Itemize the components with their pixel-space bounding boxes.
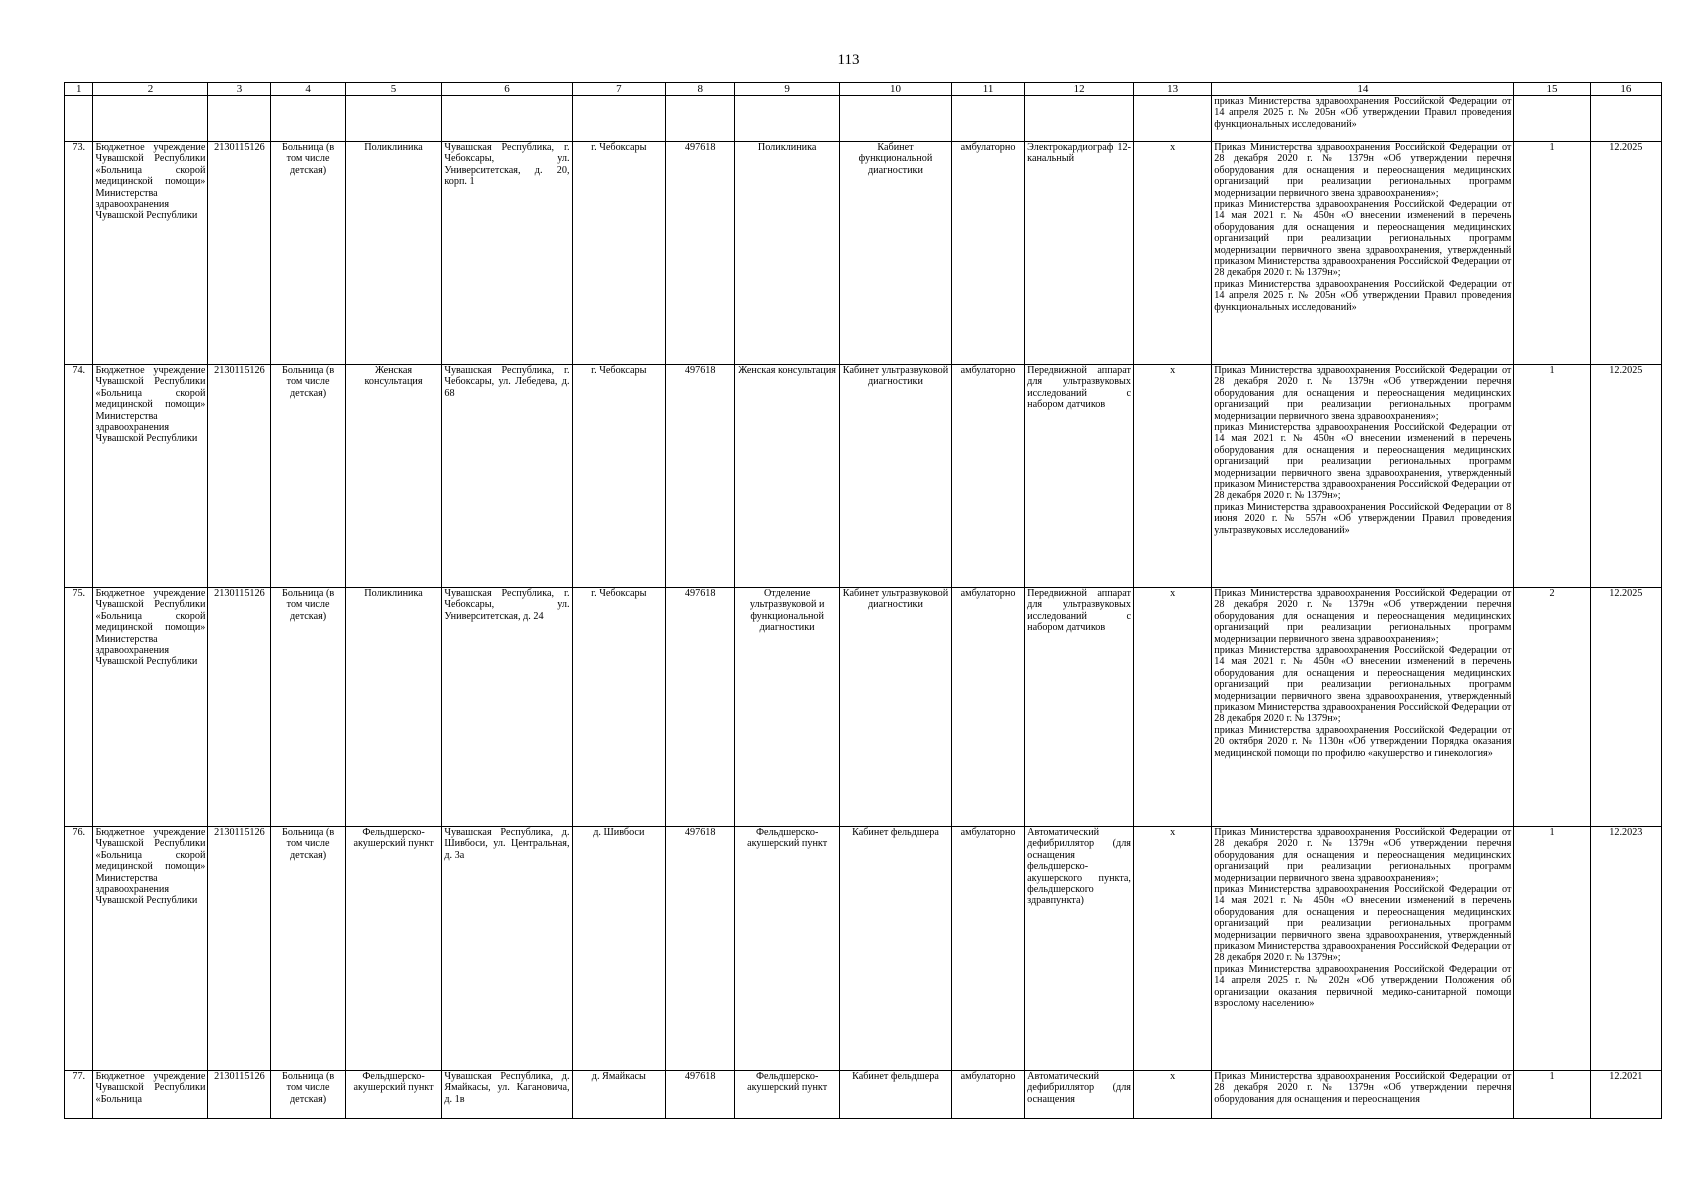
organization-name: Бюджетное учреждение Чувашской Республики «Больница [93,1071,208,1119]
settlement: г. Чебоксары [572,142,666,365]
regulation-paragraph: приказ Министерства здравоохранения Российской Федерации от 20 октября 2020 г. № 1130н «Об утверждении Порядка оказания медицинской помощи по профилю «акушерство и гинекология» [1214,724,1512,759]
regulation-paragraph: приказ Министерства здравоохранения Российской Федерации от 8 июня 2020 г. № 557н «Об утверждении Правил проведения ультразвуковых исследований» [1214,501,1512,536]
empty-cell [735,96,840,142]
empty-cell [208,96,271,142]
room: Кабинет фельдшера [840,827,952,1071]
quantity: 1 [1514,365,1590,588]
care-mode: амбулаторно [951,827,1024,1071]
settlement: д. Шивбоси [572,827,666,1071]
organization-name: Бюджетное учреждение Чувашской Республики «Больница скорой медицинской помощи» Министерства здравоохранения Чувашской Республики [93,365,208,588]
equipment-name: Передвижной аппарат для ультразвуковых исследований с набором датчиков [1025,588,1134,827]
row-number: 75. [65,588,93,827]
column-13-mark: х [1133,365,1211,588]
settlement: г. Чебоксары [572,588,666,827]
empty-cell [951,96,1024,142]
regulations [1212,588,1514,827]
structural-unit: Женская консультация [345,365,442,588]
address: Чувашская Республика, г. Чебоксары, ул. Университетская, д. 24 [442,588,572,827]
empty-cell [1514,96,1590,142]
row-number: 77. [65,1071,93,1119]
regulation-paragraph: приказ Министерства здравоохранения Российской Федерации от 14 мая 2021 г. № 450н «О внесении изменений в перечень оборудования для оснащения и переоснащения медицинских организаций при реализации региональных программ модернизации первичного звена здравоохранения, утвержденный приказом Министерства здравоохранения Российской Федерации от 28 декабря 2020 г. № 1379н»; [1214,645,1512,725]
department: Поликлиника [735,142,840,365]
empty-cell [1133,96,1211,142]
regulation-paragraph: приказ Министерства здравоохранения Российской Федерации от 14 апреля 2025 г. № 202н «Об утверждении Положения об организации оказания первичной медико-санитарной помощи взрослому населению» [1214,963,1512,1010]
room: Кабинет ультразвуковой диагностики [840,588,952,827]
due-date: 12.2021 [1590,1071,1661,1119]
column-number: 3 [208,83,271,96]
organization-name: Бюджетное учреждение Чувашской Республики «Больница скорой медицинской помощи» Министерства здравоохранения Чувашской Республики [93,142,208,365]
structural-unit: Фельдшерско-акушерский пункт [345,1071,442,1119]
address: Чувашская Республика, г. Чебоксары, ул. Лебедева, д. 68 [442,365,572,588]
regulation-paragraph: Приказ Министерства здравоохранения Российской Федерации от 28 декабря 2020 г. № 1379н «Об утверждении перечня оборудования для оснащения и переоснащения [1214,1071,1512,1105]
facility-type: Больница (в том числе детская) [271,365,345,588]
equipment-name: Автоматический дефибриллятор (для оснащения [1025,1071,1134,1119]
due-date: 12.2023 [1590,827,1661,1071]
facility-type: Больница (в том числе детская) [271,142,345,365]
page-number: 113 [837,52,860,68]
column-number: 11 [951,83,1024,96]
column-number: 1 [65,83,93,96]
structural-unit: Поликлиника [345,588,442,827]
column-number: 8 [666,83,735,96]
equipment-name: Электрокардиограф 12-канальный [1025,142,1134,365]
oktmo-code: 497618 [666,142,735,365]
inn-code: 2130115126 [208,827,271,1071]
organization-name: Бюджетное учреждение Чувашской Республики «Больница скорой медицинской помощи» Министерства здравоохранения Чувашской Республики [93,827,208,1071]
empty-cell [345,96,442,142]
room: Кабинет ультразвуковой диагностики [840,365,952,588]
department: Женская консультация [735,365,840,588]
room: Кабинет функциональной диагностики [840,142,952,365]
inn-code: 2130115126 [208,588,271,827]
due-date: 12.2025 [1590,142,1661,365]
facility-type: Больница (в том числе детская) [271,588,345,827]
empty-cell [666,96,735,142]
empty-cell [442,96,572,142]
table-row [65,142,1662,365]
table-row [65,365,1662,588]
structural-unit: Поликлиника [345,142,442,365]
settlement: д. Ямайкасы [572,1071,666,1119]
column-number: 9 [735,83,840,96]
column-13-mark: х [1133,588,1211,827]
regulation-paragraph: Приказ Министерства здравоохранения Российской Федерации от 28 декабря 2020 г. № 1379н «Об утверждении перечня оборудования для оснащения и переоснащения медицинских организаций при реализации региональных программ модернизации первичного звена здравоохранения»; [1214,827,1512,884]
oktmo-code: 497618 [666,827,735,1071]
column-number: 14 [1212,83,1514,96]
equipment-name: Передвижной аппарат для ультразвуковых исследований с набором датчиков [1025,365,1134,588]
regulations [1212,827,1514,1071]
care-mode: амбулаторно [951,588,1024,827]
inn-code: 2130115126 [208,365,271,588]
empty-cell [65,96,93,142]
column-13-mark: х [1133,142,1211,365]
regulation-paragraph: приказ Министерства здравоохранения Российской Федерации от 14 мая 2021 г. № 450н «О внесении изменений в перечень оборудования для оснащения и переоснащения медицинских организаций при реализации региональных программ модернизации первичного звена здравоохранения, утвержденный приказом Министерства здравоохранения Российской Федерации от 28 декабря 2020 г. № 1379н»; [1214,199,1512,279]
quantity: 1 [1514,142,1590,365]
table-row [65,588,1662,827]
column-number-row [65,83,1662,96]
column-13-mark: х [1133,1071,1211,1119]
care-mode: амбулаторно [951,1071,1024,1119]
quantity: 1 [1514,827,1590,1071]
row-number: 74. [65,365,93,588]
column-number: 6 [442,83,572,96]
oktmo-code: 497618 [666,1071,735,1119]
regulation-paragraph: приказ Министерства здравоохранения Российской Федерации от 14 апреля 2025 г. № 205н «Об утверждении Правил проведения функциональных исследований» [1214,278,1512,313]
quantity: 2 [1514,588,1590,827]
regulations [1212,142,1514,365]
department: Отделение ультразвуковой и функциональной диагностики [735,588,840,827]
structural-unit: Фельдшерско-акушерский пункт [345,827,442,1071]
inn-code: 2130115126 [208,142,271,365]
column-number: 10 [840,83,952,96]
empty-cell [271,96,345,142]
continuation-regulation: приказ Министерства здравоохранения Российской Федерации от 14 апреля 2025 г. № 205н «Об утверждении Правил проведения функциональных исследований» [1212,96,1514,142]
oktmo-code: 497618 [666,588,735,827]
column-number: 13 [1133,83,1211,96]
empty-cell [1590,96,1661,142]
column-number: 7 [572,83,666,96]
department: Фельдшерско-акушерский пункт [735,1071,840,1119]
regulation-paragraph: Приказ Министерства здравоохранения Российской Федерации от 28 декабря 2020 г. № 1379н «Об утверждении перечня оборудования для оснащения и переоснащения медицинских организаций при реализации региональных программ модернизации первичного звена здравоохранения»; [1214,365,1512,422]
column-number: 2 [93,83,208,96]
empty-cell [93,96,208,142]
regulation-paragraph: Приказ Министерства здравоохранения Российской Федерации от 28 декабря 2020 г. № 1379н «Об утверждении перечня оборудования для оснащения и переоснащения медицинских организаций при реализации региональных программ модернизации первичного звена здравоохранения»; [1214,588,1512,645]
continuation-row [65,96,1662,142]
facility-type: Больница (в том числе детская) [271,827,345,1071]
regulation-paragraph: приказ Министерства здравоохранения Российской Федерации от 14 мая 2021 г. № 450н «О внесении изменений в перечень оборудования для оснащения и переоснащения медицинских организаций при реализации региональных программ модернизации первичного звена здравоохранения, утвержденный приказом Министерства здравоохранения Российской Федерации от 28 декабря 2020 г. № 1379н»; [1214,884,1512,964]
equipment-name: Автоматический дефибриллятор (для оснащения фельдшерско-акушерского пункта, фельдшерского здравпункта) [1025,827,1134,1071]
regulations [1212,365,1514,588]
empty-cell [840,96,952,142]
room: Кабинет фельдшера [840,1071,952,1119]
settlement: г. Чебоксары [572,365,666,588]
column-13-mark: х [1133,827,1211,1071]
regulation-paragraph: приказ Министерства здравоохранения Российской Федерации от 14 мая 2021 г. № 450н «О внесении изменений в перечень оборудования для оснащения и переоснащения медицинских организаций при реализации региональных программ модернизации первичного звена здравоохранения, утвержденный приказом Министерства здравоохранения Российской Федерации от 28 декабря 2020 г. № 1379н»; [1214,422,1512,502]
column-number: 4 [271,83,345,96]
empty-cell [572,96,666,142]
quantity: 1 [1514,1071,1590,1119]
regulations [1212,1071,1514,1119]
column-number: 15 [1514,83,1590,96]
empty-cell [1025,96,1134,142]
department: Фельдшерско-акушерский пункт [735,827,840,1071]
due-date: 12.2025 [1590,588,1661,827]
row-number: 73. [65,142,93,365]
table-row [65,827,1662,1071]
regulation-paragraph: Приказ Министерства здравоохранения Российской Федерации от 28 декабря 2020 г. № 1379н «Об утверждении перечня оборудования для оснащения и переоснащения медицинских организаций при реализации региональных программ модернизации первичного звена здравоохранения»; [1214,142,1512,199]
column-number: 12 [1025,83,1134,96]
organization-name: Бюджетное учреждение Чувашской Республики «Больница скорой медицинской помощи» Министерства здравоохранения Чувашской Республики [93,588,208,827]
address: Чувашская Республика, д. Шивбоси, ул. Центральная, д. 3а [442,827,572,1071]
address: Чувашская Республика, д. Ямайкасы, ул. Кагановича, д. 1в [442,1071,572,1119]
care-mode: амбулаторно [951,365,1024,588]
facility-type: Больница (в том числе детская) [271,1071,345,1119]
address: Чувашская Республика, г. Чебоксары, ул. Университетская, д. 20, корп. 1 [442,142,572,365]
inn-code: 2130115126 [208,1071,271,1119]
care-mode: амбулаторно [951,142,1024,365]
due-date: 12.2025 [1590,365,1661,588]
table-row [65,1071,1662,1119]
column-number: 5 [345,83,442,96]
row-number: 76. [65,827,93,1071]
registry-table [64,82,1662,1119]
oktmo-code: 497618 [666,365,735,588]
column-number: 16 [1590,83,1661,96]
